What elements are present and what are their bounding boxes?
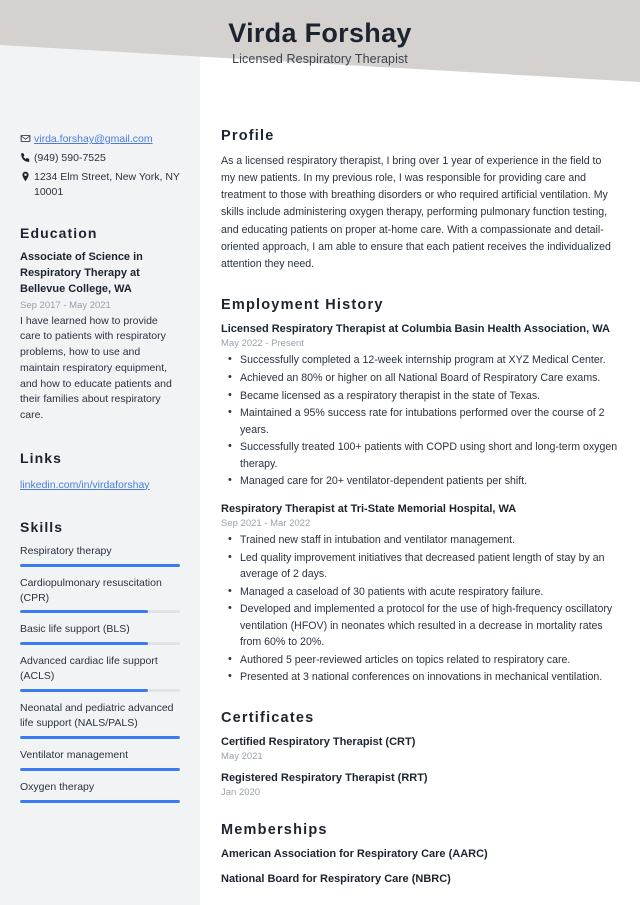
education-description: I have learned how to provide care to patients with respiratory problems, how to use and maintain respiratory equipment, and how to educate patients and their families about respiratory care. xyxy=(20,314,172,421)
membership-item: National Board for Respiratory Care (NBRC) xyxy=(221,872,451,885)
skill-level-fill xyxy=(20,800,180,803)
skill-item xyxy=(20,622,180,645)
skill-item xyxy=(20,780,180,803)
certificates-section xyxy=(221,710,618,799)
links-heading: Links xyxy=(20,449,63,466)
skill-label: Ventilator management xyxy=(20,749,128,761)
employment-list xyxy=(221,322,618,686)
contact-list xyxy=(20,132,180,199)
certificate-date: May 2021 xyxy=(221,751,263,763)
contact-address-text: 1234 Elm Street, New York, NY 10001 xyxy=(34,171,180,198)
job-bullet: • Maintained a 95% success rate for intubations performed over the course of 2 years. xyxy=(223,405,618,438)
skill-label: Respiratory therapy xyxy=(20,544,112,557)
certificates-heading: Certificates xyxy=(221,709,315,726)
sidebar xyxy=(0,0,200,905)
skill-item xyxy=(20,701,180,739)
certificate-title: Certified Respiratory Therapist (CRT) xyxy=(221,735,416,748)
skill-level-fill xyxy=(20,610,148,613)
skill-level-track xyxy=(20,689,180,692)
skill-level-fill xyxy=(20,736,180,739)
certificate-date: Jan 2020 xyxy=(221,787,261,799)
job-spacer xyxy=(221,491,618,502)
email-link[interactable]: virda.forshay@gmail.com xyxy=(34,133,153,145)
employment-heading: Employment History xyxy=(221,297,384,314)
certificate-item xyxy=(221,771,618,798)
job-bullet-list xyxy=(223,352,618,489)
skill-level-fill xyxy=(20,642,148,645)
job-title: Respiratory Therapist at Tri-State Memorial Hospital, WA xyxy=(221,502,517,515)
employment-section xyxy=(221,297,618,686)
skill-item xyxy=(20,576,180,614)
job-bullet: • Managed care for 20+ ventilator-dependent patients per shift. xyxy=(223,473,618,490)
education-section xyxy=(20,225,180,424)
phone-icon xyxy=(20,151,34,163)
skill-label: Cardiopulmonary resuscitation (CPR) xyxy=(20,576,162,604)
candidate-role: Licensed Respiratory Therapist xyxy=(232,52,408,67)
contact-phone-text: (949) 590-7525 xyxy=(34,152,106,165)
skills-section xyxy=(20,519,180,803)
location-pin-icon xyxy=(20,170,34,182)
skill-level-track xyxy=(20,610,180,613)
skill-level-track xyxy=(20,800,180,803)
memberships-section xyxy=(221,822,618,887)
skill-label: Oxygen therapy xyxy=(20,780,95,793)
job-bullet: • Developed and implemented a protocol for the use of high-frequency oscillatory ventilation (HFOV) in neonates which resulted in a decrease in mortality rates from 60% to 20%. xyxy=(223,601,618,651)
memberships-heading: Memberships xyxy=(221,822,328,839)
job-bullet: • Achieved an 80% or higher on all National Board of Respiratory Care exams. xyxy=(223,370,618,387)
job-bullet: • Managed a caseload of 30 patients with acute respiratory failure. xyxy=(223,584,618,601)
skill-label: Advanced cardiac life support (ACLS) xyxy=(20,655,158,683)
skill-level-track xyxy=(20,736,180,739)
certificate-title: Registered Respiratory Therapist (RRT) xyxy=(221,772,428,785)
job-bullet: • Trained new staff in intubation and ventilator management. xyxy=(223,532,618,549)
skills-heading: Skills xyxy=(20,518,64,535)
skill-level-fill xyxy=(20,564,180,567)
education-entry xyxy=(20,250,180,424)
job-date: Sep 2021 - Mar 2022 xyxy=(221,518,311,529)
contact-row-address xyxy=(20,170,180,198)
candidate-name: Virda Forshay xyxy=(228,18,412,48)
main-content xyxy=(200,0,640,896)
job-bullet: • Presented at 3 national conferences on innovations in mechanical ventilation. xyxy=(223,669,618,686)
job-date: May 2022 - Present xyxy=(221,338,304,350)
education-heading: Education xyxy=(20,224,98,241)
profile-heading: Profile xyxy=(221,128,275,144)
contact-row-phone xyxy=(20,151,180,165)
linkedin-link[interactable]: linkedin.com/in/virdaforshay xyxy=(20,478,150,491)
skill-level-track xyxy=(20,564,180,567)
envelope-icon xyxy=(20,132,34,144)
job-entry xyxy=(221,502,618,686)
job-title: Licensed Respiratory Therapist at Columbia Basin Health Association, WA xyxy=(221,323,610,336)
skill-item xyxy=(20,544,180,567)
membership-item: American Association for Respiratory Care (AARC) xyxy=(221,848,488,861)
skill-level-fill xyxy=(20,689,148,692)
skills-list xyxy=(20,544,180,803)
profile-text: As a licensed respiratory therapist, I bring over 1 year of experience in the field to my new patients. In my previous role, I was responsible for providing care and treatment to those with breathing disorders or who required artificial ventilation. My skills include administering oxygen therapy, performing pulmonary function testing, and educating patients on proper at-home care. With a compassionate and detail-oriented approach, I am able to ensure that each patient receives the individualized attention they need. xyxy=(221,155,611,270)
education-title: Associate of Science in Respiratory Therapy at Bellevue College, WA xyxy=(20,250,143,295)
job-entry xyxy=(221,322,618,490)
contact-email-text xyxy=(34,132,180,146)
job-bullet: • Successfully completed a 12-week internship program at XYZ Medical Center. xyxy=(223,352,618,369)
certificates-list xyxy=(221,735,618,799)
profile-section xyxy=(221,128,618,273)
job-bullet: • Led quality improvement initiatives that decreased patient length of stay by an average of 2 days. xyxy=(223,550,618,583)
skill-item xyxy=(20,654,180,692)
skill-label: Neonatal and pediatric advanced life support (NALS/PALS) xyxy=(20,702,174,730)
links-section xyxy=(20,450,180,493)
skill-level-track xyxy=(20,642,180,645)
skill-label: Basic life support (BLS) xyxy=(20,623,130,636)
skill-level-track xyxy=(20,768,180,771)
job-bullet: • Authored 5 peer-reviewed articles on topics related to respiratory care. xyxy=(223,652,618,669)
skill-item xyxy=(20,748,180,771)
job-bullet-list xyxy=(223,532,618,686)
job-bullet: • Successfully treated 100+ patients with COPD using short and long-term oxygen therapy. xyxy=(223,439,618,472)
certificate-item xyxy=(221,735,618,762)
skill-level-fill xyxy=(20,768,180,771)
job-bullet: • Became licensed as a respiratory therapist in the state of Texas. xyxy=(223,388,618,405)
contact-row-email xyxy=(20,132,180,146)
education-date: Sep 2017 - May 2021 xyxy=(20,299,111,311)
memberships-list xyxy=(221,847,618,887)
